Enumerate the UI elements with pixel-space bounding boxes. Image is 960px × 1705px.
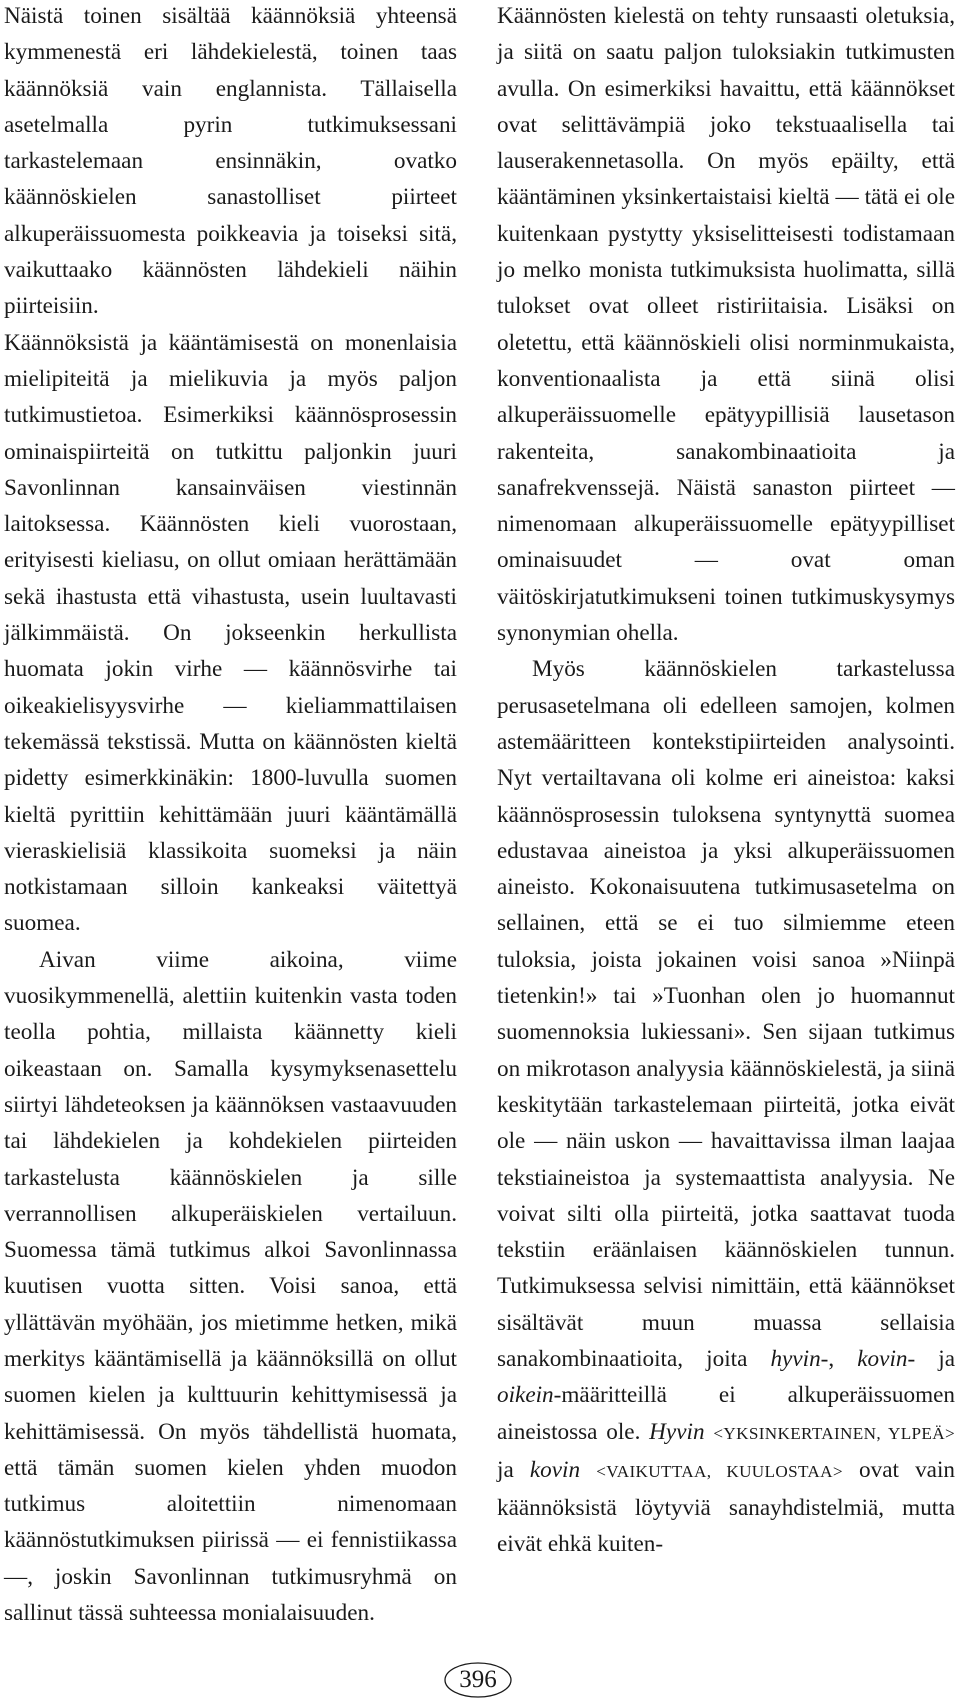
term-hyvin-word: Hyvin (649, 1418, 705, 1445)
page-number-text: 396 (459, 1666, 497, 1693)
left-paragraph-2: Käännöksistä ja kääntämisestä on monenlaisia mielipiteitä ja mielikuvia ja myös paljon tutkimustietoa. Esimerkiksi käännösprosessin ominaispiirteitä on tutkittu paljonkin juuri Savonlinnan kansainväisen viestinnän laitoksessa. Käännösten kieli vuorostaan, erityisesti kieliasu, on ollut omiaan herättämään sekä ihastusta että vihastusta, usein luultavasti jälkimmäistä. On jokseenkin herkullista huomata jokin virhe — käännösvirhe tai oikeakielisyysvirhe — kieliammattilaisen tekemässä tekstissä. Mutta on käännösten kieltä pidetty esimerkkinäkin: 1800-luvulla suomen kieltä pyrittiin kehittämään juuri kääntämällä vieraskielisiä klassikoita suomeksi ja näin notkistamaan silloin kankeaksi väitettyä suomea. (4, 329, 457, 937)
left-column (4, 0, 457, 1631)
left-paragraph-3: Aivan viime aikoina, viime vuosikymmenellä, alettiin kuitenkin vasta toden teolla pohtia, millaista käännetty kieli oikeastaan on. Samalla kysymyksenasettelu siirtyi lähdeteoksen ja käännöksen vastaavuuden tai lähdekielen ja kohdekielen piirteiden tarkastelusta käännöskielen ja sille verrannollisen alkuperäiskielen vertailuun. Suomessa tämä tutkimus alkoi Savonlinnassa kuutisen vuotta sitten. Voisi sanoa, että yllättävän myöhään, jos mietimme hetken, mikä merkitys kääntämisellä ja käännöksillä on ollut suomen kielen ja kulttuurin kehittymisessä ja kehittämisessä. On myös tähdellistä huomata, että tämän suomen kielen yhden muodon tutkimus aloitettiin nimenomaan käännöstutkimuksen piirissä — ei fennistiikassa —, joskin Savonlinnan tutkimusryhmä on sallinut tässä suhteessa monialaisuuden. (4, 946, 457, 1627)
gloss-hyvin: <YKSINKERTAINEN, YLPEÄ> (713, 1423, 955, 1443)
term-hyvin: hyvin- (770, 1345, 829, 1372)
gloss-kovin: <VAIKUTTAA, KUULOSTAA> (596, 1461, 843, 1481)
page-number (443, 1660, 513, 1700)
left-paragraph-1: Näistä toinen sisältää käännöksiä yhteensä kymmenestä eri lähdekielestä, toinen taas käännöksiä vain englannista. Tällaisella asetelmalla pyrin tutkimuksessani tarkastelemaan ensinnäkin, ovatko käännöskielen sanastolliset piirteet alkuperäissuomesta poikkeavia ja toiseksi sitä, vaikuttaako käännösten lähdekieli näihin piirteisiin. (4, 3, 457, 320)
right-paragraph-1: Käännösten kielestä on tehty runsaasti oletuksia, ja siitä on saatu paljon tuloksiakin tutkimusten avulla. On esimerkiksi havaittu, että käännökset ovat selittävämpiä joko tekstuaalisella tai lauserakennetasolla. On myös epäilty, että kääntäminen yksinkertaistaisi kieltä — tätä ei ole kuitenkaan pystytty yksiselitteisesti todistamaan jo melko monista tutkimuksista huolimatta, sillä tulokset ovat olleet ristiriitaisia. Lisäksi on oletettu, että käännöskieli olisi norminmukaista, konventionaalista ja että siinä olisi alkuperäissuomelle epätyypillisiä lausetason rakenteita, sanakombinaatioita ja sanafrekvenssejä. Näistä sanaston piirteet — nimenomaan alkuperäissuomelle epätyypilliset ominaisuudet — ovat oman väitöskirjatutkimukseni toinen tutkimuskysymys synonymian ohella. (497, 3, 955, 647)
right-paragraph-2: Myös käännöskielen tarkastelussa perusasetelmana oli edelleen samojen, kolmen astemääritteen kontekstipiirteiden analysointi. Nyt vertailtavana oli kolme eri aineistoa: kaksi käännösprosessin tuloksena syntynyttä suomea edustavaa aineistoa ja yksi alkuperäissuomen aineisto. Kokonaisuutena tutkimusasetelma on sellainen, että se ei tuo silmiemme eteen tuloksia, joista jokainen voisi sanoa »Niinpä tietenkin!» tai »Tuonhan olen jo huomannut suomennoksia lukiessani». Sen sijaan tutkimus on mikrotason analyysia käännöskielestä, ja siinä keskitytään tarkastelemaan piirteitä, jotka eivät ole — näin uskon — havaittavissa ilman laajaa tekstiaineistoa ja systemaattista analyysia. Ne voivat silti olla piirteitä, jotka saattavat tuoda tekstiin eräänlaisen käännöskielen tunnun. Tutkimuksessa selvisi nimittäin, että käännökset sisältävät muun muassa sellaisia sanakombinaatioita, joita hyvin-, kovin- ja oikein-määritteillä ei alkuperäissuomen aineistossa ole. Hyvin <YKSINKERTAINEN, YLPEÄ> ja kovin <VAIKUTTAA, KUULOSTAA> ovat vain käännöksistä löytyviä sanayhdistelmiä, mutta eivät ehkä kuiten- (497, 656, 956, 1558)
text-ja: ja (915, 1345, 956, 1372)
text-tail: ovat vain käännöksistä löytyviä sanayhdistelmiä, mutta eivät ehkä kuiten- (497, 1456, 955, 1558)
term-oikein: oikein (497, 1382, 554, 1409)
term-kovin-word: kovin (529, 1456, 581, 1483)
right-paragraph-2-text: Myös käännöskielen tarkastelussa perusasetelmana oli edelleen samojen, kolmen astemääritteen kontekstipiirteiden analysointi. Nyt vertailtavana oli kolme eri aineistoa: kaksi käännösprosessin tuloksena syntynyttä suomea edustavaa aineistoa ja yksi alkuperäissuomen aineisto. Kokonaisuutena tutkimusasetelma on sellainen, että se ei tuo silmiemme eteen tuloksia, joista jokainen voisi sanoa »Niinpä tietenkin!» tai »Tuonhan olen jo huomannut suomennoksia lukiessani». Sen sijaan tutkimus on mikrotason analyysia käännöskielestä, ja siinä keskitytään tarkastelemaan piirteitä, jotka eivät ole — näin uskon — havaittavissa ilman laajaa tekstiaineistoa ja systemaattista analyysia. Ne voivat silti olla piirteitä, jotka saattavat tuoda tekstiin eräänlaisen käännöskielen tunnun. Tutkimuksessa selvisi nimittäin, että käännökset sisältävät muun muassa sellaisia sanakombinaatioita, joita (497, 656, 955, 1372)
right-column (497, 0, 955, 1563)
text-after-oikein: -määritteillä ei alkuperäissuomen aineistossa ole. (497, 1382, 955, 1445)
term-kovin: kovin- (857, 1345, 916, 1372)
text-ja-2: ja (497, 1456, 530, 1483)
